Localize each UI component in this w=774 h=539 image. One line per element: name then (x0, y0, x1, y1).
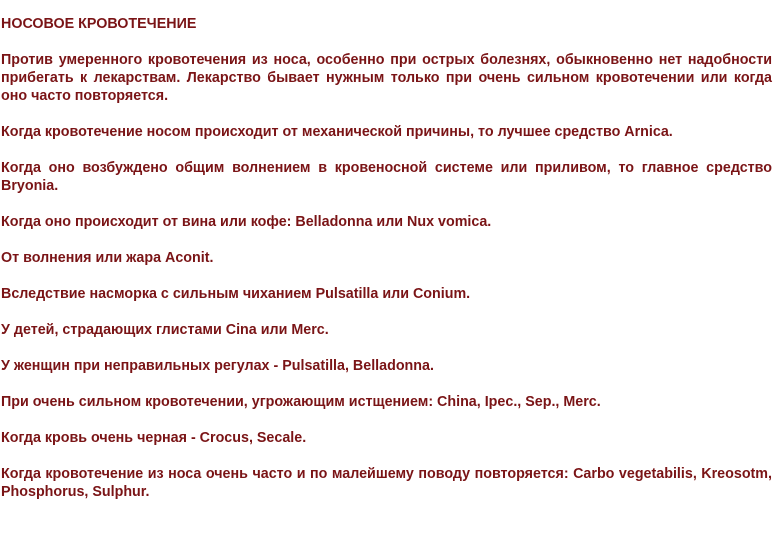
paragraph-children-worms: У детей, страдающих глистами Cina или Merc. (1, 322, 329, 338)
article-title: НОСОВОЕ КРОВОТЕЧЕНИЕ (1, 16, 197, 32)
paragraph-mechanical-cause: Когда кровотечение носом происходит от механической причины, то лучшее средство Arnica. (1, 124, 673, 140)
paragraph-circulatory-excitement: Когда оно возбуждено общим волнением в кровеносной системе или приливом, то главное средство Bryonia. (1, 160, 772, 194)
paragraph-severe-bleeding: При очень сильном кровотечении, угрожающим истщением: China, Ipec., Sep., Merc. (1, 394, 601, 410)
article (1, 15, 772, 519)
paragraph-wine-coffee: Когда оно происходит от вина или кофе: Belladonna или Nux vomica. (1, 214, 492, 230)
paragraph-agitation-heat: От волнения или жара Aconit. (1, 250, 214, 266)
paragraph-runny-nose: Вследствие насморка с сильным чиханием Pulsatilla или Conium. (1, 286, 471, 302)
paragraph-women-irregular: У женщин при неправильных регулах - Pulsatilla, Belladonna. (1, 358, 434, 374)
paragraph-frequent-recurrence: Когда кровотечение из носа очень часто и по малейшему поводу повторяется: Carbo vegetabilis, Kreosotm, Phosphorus, Sulphur. (1, 466, 772, 500)
paragraph-dark-blood: Когда кровь очень черная - Crocus, Secale. (1, 430, 307, 446)
paragraph-intro: Против умеренного кровотечения из носа, особенно при острых болезнях, обыкновенно нет надобности прибегать к лекарствам. Лекарство бывает нужным только при очень сильном кровотечении или когда оно часто повторяется. (1, 52, 772, 104)
